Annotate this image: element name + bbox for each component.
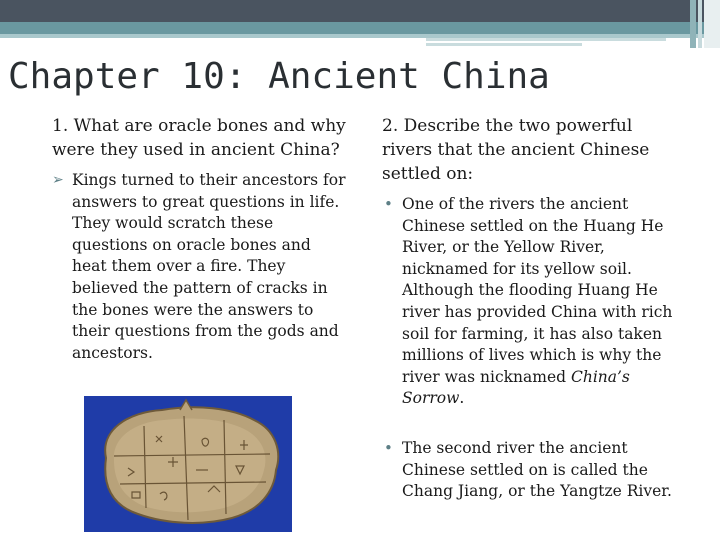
arrow-bullet-icon: ➢ xyxy=(52,172,64,188)
left-column xyxy=(52,114,350,364)
dot-bullet-icon: • xyxy=(384,438,393,457)
answer-text-end: . xyxy=(459,389,465,408)
right-column xyxy=(382,114,682,503)
banner-right-stripe xyxy=(704,0,720,48)
top-banner xyxy=(0,0,720,48)
dot-bullet-icon: • xyxy=(384,195,393,213)
banner-right-stripe xyxy=(698,0,702,48)
answer-text: One of the rivers the ancient Chinese settled on the Huang He River, or the Yellow River, nicknamed for its yellow soil. Although the flooding Huang He river has provided China with rich soil for farming, it has also taken millions of lives which is why the river was nicknamed xyxy=(402,195,673,386)
answer-huang-he xyxy=(382,194,682,410)
slide-title: Chapter 10: Ancient China xyxy=(8,56,550,97)
banner-bar-dark xyxy=(0,0,704,22)
banner-bar-teal xyxy=(0,22,720,34)
answer-chang-jiang xyxy=(382,438,682,503)
oracle-bone-image xyxy=(84,396,292,532)
answer-text: The second river the ancient Chinese settled on is called the Chang Jiang, or the Yangtze River. xyxy=(402,438,672,501)
banner-right-stripe xyxy=(690,0,696,48)
banner-accent-line xyxy=(426,43,582,46)
banner-accent-line xyxy=(426,38,666,41)
question-2: 2. Describe the two powerful rivers that the ancient Chinese settled on: xyxy=(382,116,650,184)
answer-text: Kings turned to their ancestors for answers to great questions in life. They would scratch these questions on oracle bones and heat them over a fire. They believed the pattern of cracks in the bones were the answers to their questions from the gods and ancestors. xyxy=(72,171,346,362)
question-1: 1. What are oracle bones and why were they used in ancient China? xyxy=(52,116,346,160)
answer-oracle-bones xyxy=(52,170,350,364)
answer-emphasis: China’s Sorrow xyxy=(402,367,630,408)
oracle-bone-illustration xyxy=(84,396,292,532)
